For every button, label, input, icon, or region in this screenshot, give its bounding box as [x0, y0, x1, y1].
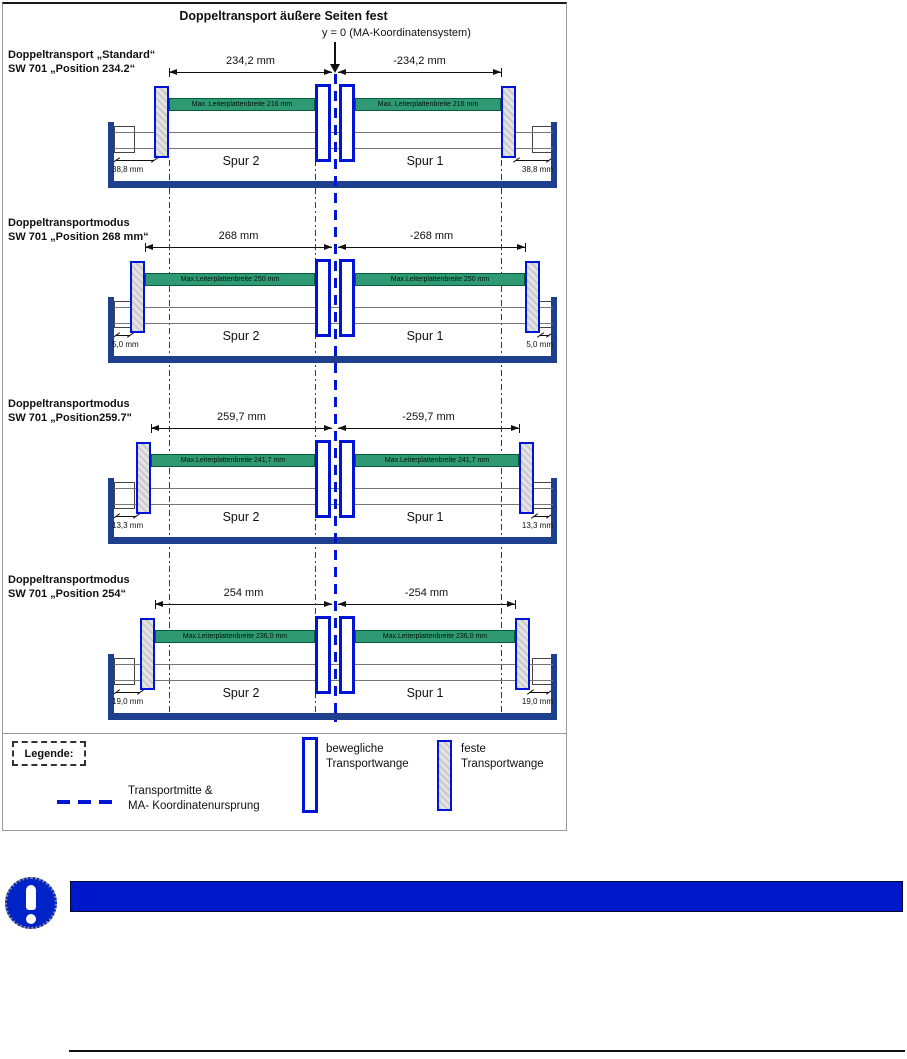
dimension-line-left	[155, 604, 332, 605]
edge-dim-right-label: 19,0 mm	[521, 697, 553, 706]
section-label	[8, 216, 149, 244]
movable-wange-left	[315, 616, 331, 694]
dimension-right-label: -268 mm	[409, 230, 454, 242]
dimension-left-label: 234,2 mm	[226, 55, 275, 67]
section-label-line1: Doppeltransport „Standard“	[8, 49, 156, 61]
notice-bar	[70, 881, 903, 912]
track-label-right: Spur 1	[406, 686, 444, 700]
exclamation-bar	[26, 885, 36, 910]
diagram-title: Doppeltransport äußere Seiten fest	[179, 9, 388, 23]
fixed-wange-left	[130, 261, 145, 333]
extension-tick-left	[169, 68, 170, 77]
section-label-line1: Doppeltransportmodus	[8, 574, 130, 586]
movable-wange-legend-sample	[302, 737, 318, 813]
fixed-wange-right	[515, 618, 530, 690]
tray-bottom	[108, 713, 557, 720]
dim-arrow-outer-left	[155, 601, 163, 607]
dimension-line-right	[338, 247, 525, 248]
dim-arrow-outer-left	[151, 425, 159, 431]
section-label	[8, 573, 130, 601]
movable-wange-left	[315, 259, 331, 337]
footer-rule	[69, 1050, 905, 1052]
movable-legend-line2: Transportwange	[326, 758, 409, 770]
tray-bottom	[108, 356, 557, 363]
dim-arrow-center-right	[338, 425, 346, 431]
fixed-wange-legend-sample	[437, 740, 452, 811]
edge-dim-left-label: 13,3 mm	[112, 521, 144, 530]
extension-tick-right	[515, 600, 516, 609]
section-label-line1: Doppeltransportmodus	[8, 398, 130, 410]
dimension-left-label: 268 mm	[218, 230, 259, 242]
dim-arrow-center-left	[324, 425, 332, 431]
movable-legend-line1: bewegliche	[326, 743, 384, 755]
origin-label: y = 0 (MA-Koordinatensystem)	[322, 27, 471, 39]
movable-wange-right	[339, 84, 355, 162]
tray-bottom	[108, 537, 557, 544]
pcb-width-bar-left: Max. Leiterplattenbreite 216 mm	[169, 98, 315, 111]
extension-tick-left	[151, 424, 152, 433]
fixed-wange-left	[136, 442, 151, 514]
section-label-line2: SW 701 „Position 268 mm“	[8, 231, 149, 243]
edge-dim-left-label: 38,8 mm	[112, 165, 144, 174]
section-label-line2: SW 701 „Position259.7"	[8, 412, 132, 424]
dimension-line-left	[151, 428, 332, 429]
movable-wange-legend-label	[326, 742, 409, 772]
legend-title: Legende:	[24, 748, 74, 760]
section-label	[8, 397, 132, 425]
dimension-right-label: -234,2 mm	[393, 55, 446, 67]
fixed-wange-right	[501, 86, 516, 158]
pcb-width-bar-right: Max. Leiterplattenbreite 216 mm	[355, 98, 501, 111]
dim-arrow-outer-right	[507, 601, 515, 607]
fixed-wange-left	[140, 618, 155, 690]
dim-arrow-outer-left	[145, 244, 153, 250]
dimension-right-label: -259,7 mm	[402, 411, 455, 423]
fixed-legend-line1: feste	[461, 743, 486, 755]
edge-dim-right-label: 38,8 mm	[521, 165, 553, 174]
exclamation-dot	[26, 914, 36, 924]
centerline-legend-line2: MA- Koordinatenursprung	[128, 800, 260, 812]
track-label-right: Spur 1	[406, 329, 444, 343]
track-label-left: Spur 2	[222, 154, 260, 168]
dimension-line-right	[338, 604, 515, 605]
dim-arrow-center-right	[338, 601, 346, 607]
edge-dim-line-right	[516, 160, 549, 161]
dimension-line-left	[145, 247, 332, 248]
legend-title-box	[12, 741, 86, 766]
dim-arrow-outer-right	[511, 425, 519, 431]
dim-arrow-center-left	[324, 601, 332, 607]
pcb-width-bar-left: Max.Leiterplattenbreite 236,0 mm	[155, 630, 315, 643]
section-label-line1: Doppeltransportmodus	[8, 217, 130, 229]
movable-wange-right	[339, 616, 355, 694]
section-label-line2: SW 701 „Position 254“	[8, 588, 126, 600]
section-label-line2: SW 701 „Position 234.2“	[8, 63, 136, 75]
edge-dim-line-left	[116, 160, 154, 161]
pcb-width-bar-left: Max.Leiterplattenbreite 241,7 mm	[151, 454, 315, 467]
fixed-wange-right	[519, 442, 534, 514]
movable-wange-left	[315, 84, 331, 162]
dimension-line-right	[338, 72, 501, 73]
dimension-right-label: -254 mm	[404, 587, 449, 599]
dim-arrow-center-right	[338, 244, 346, 250]
pcb-width-bar-right: Max.Leiterplattenbreite 250 mm	[355, 273, 525, 286]
extension-tick-right	[519, 424, 520, 433]
edge-dim-right-label: 5,0 mm	[526, 340, 553, 349]
fixed-wange-right	[525, 261, 540, 333]
movable-wange-left	[315, 440, 331, 518]
extension-tick-right	[525, 243, 526, 252]
exclamation-icon	[5, 877, 57, 929]
edge-dim-left-label: 5,0 mm	[112, 340, 139, 349]
extension-tick-left	[155, 600, 156, 609]
dim-arrow-outer-right	[517, 244, 525, 250]
extension-tick-right	[501, 68, 502, 77]
movable-wange-right	[339, 440, 355, 518]
centerline-legend-line1: Transportmitte &	[128, 785, 213, 797]
movable-wange-right	[339, 259, 355, 337]
fixed-wange-left	[154, 86, 169, 158]
dimension-line-left	[169, 72, 332, 73]
transport-centerline	[334, 74, 337, 722]
pcb-width-bar-right: Max.Leiterplattenbreite 236,0 mm	[355, 630, 515, 643]
centerline-legend-label	[128, 784, 260, 814]
centerline-legend-sample	[57, 800, 115, 804]
track-label-left: Spur 2	[222, 510, 260, 524]
extension-tick-left	[145, 243, 146, 252]
dimension-left-label: 254 mm	[223, 587, 264, 599]
dimension-line-right	[338, 428, 519, 429]
track-label-right: Spur 1	[406, 154, 444, 168]
section-label	[8, 48, 155, 76]
track-label-left: Spur 2	[222, 329, 260, 343]
edge-dim-left-label: 19,0 mm	[112, 697, 144, 706]
fixed-legend-line2: Transportwange	[461, 758, 544, 770]
fixed-wange-legend-label	[461, 742, 544, 772]
dim-arrow-center-left	[324, 244, 332, 250]
edge-dim-right-label: 13,3 mm	[521, 521, 553, 530]
pcb-width-bar-right: Max.Leiterplattenbreite 241,7 mm	[355, 454, 519, 467]
track-label-left: Spur 2	[222, 686, 260, 700]
track-label-right: Spur 1	[406, 510, 444, 524]
origin-arrow-shaft	[334, 42, 336, 65]
legend-divider	[2, 733, 566, 734]
dim-arrow-outer-left	[169, 69, 177, 75]
dimension-left-label: 259,7 mm	[217, 411, 266, 423]
pcb-width-bar-left: Max.Leiterplattenbreite 250 mm	[145, 273, 315, 286]
tray-bottom	[108, 181, 557, 188]
dim-arrow-outer-right	[493, 69, 501, 75]
